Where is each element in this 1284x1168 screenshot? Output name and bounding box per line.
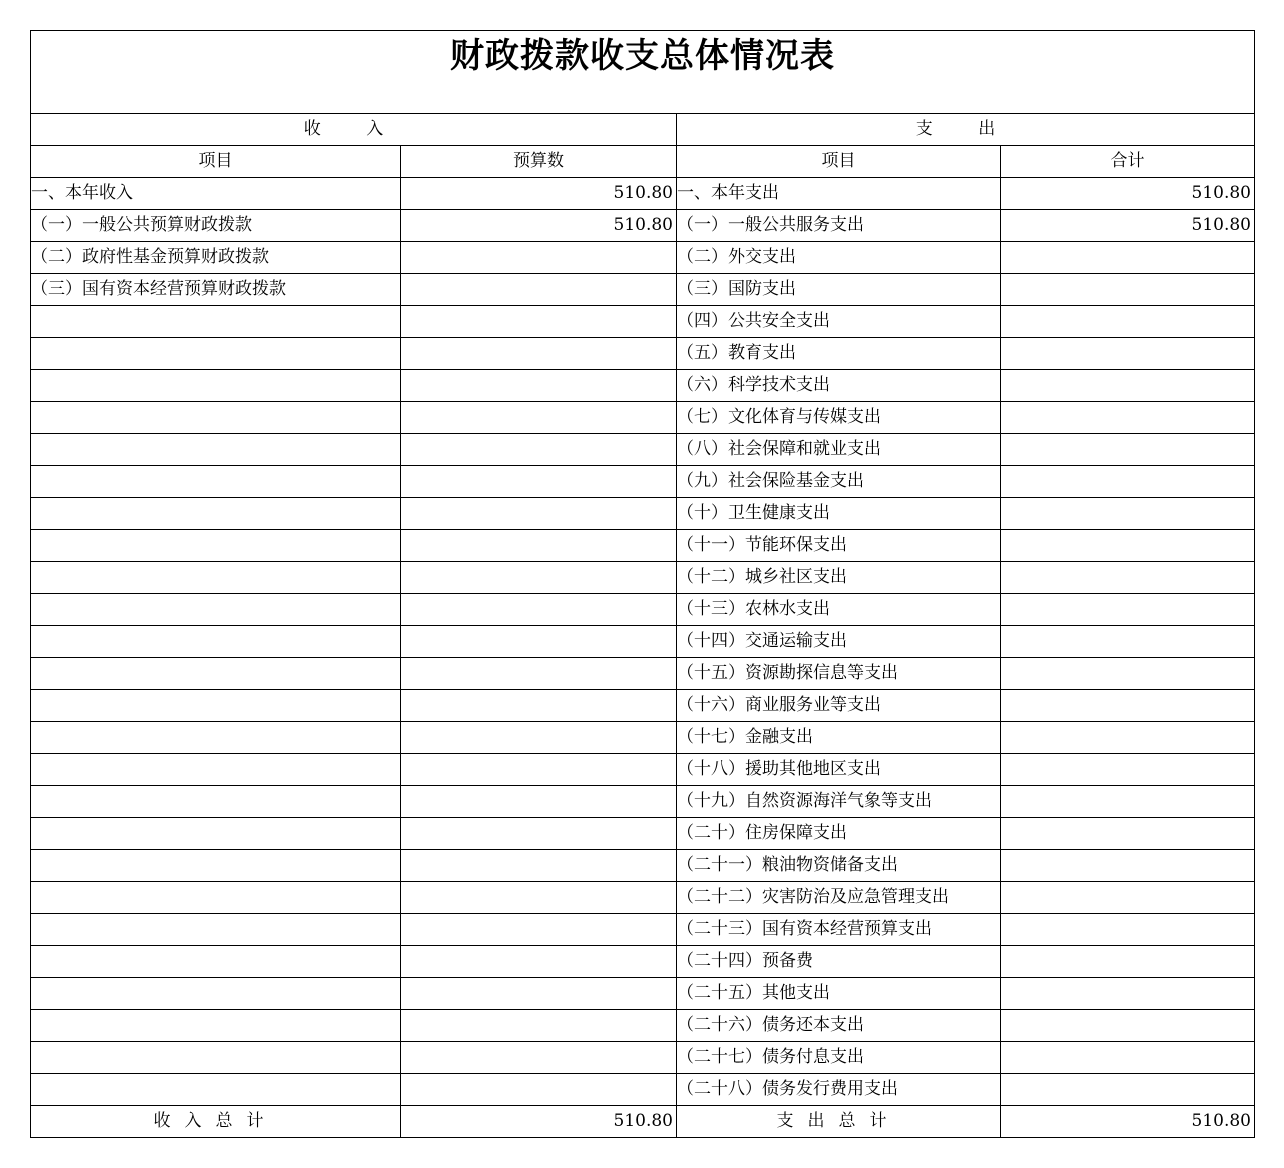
expense-value-cell: 510.80: [1001, 210, 1255, 242]
income-value-cell: [401, 466, 677, 498]
section-row: [31, 114, 1255, 146]
table-row: [31, 818, 1255, 850]
totals-row: [31, 1106, 1255, 1138]
income-value-cell: [401, 946, 677, 978]
income-budget-header: 预算数: [401, 146, 677, 178]
expense-item-cell: （十三）农林水支出: [677, 594, 1001, 626]
expense-value-cell: [1001, 946, 1255, 978]
table-row: [31, 690, 1255, 722]
income-item-cell: [31, 402, 401, 434]
income-value-cell: [401, 626, 677, 658]
expense-item-cell: （二十五）其他支出: [677, 978, 1001, 1010]
table-row: [31, 530, 1255, 562]
expense-item-cell: （二十六）债务还本支出: [677, 1010, 1001, 1042]
expense-value-cell: [1001, 242, 1255, 274]
table-row: [31, 658, 1255, 690]
income-item-cell: [31, 1010, 401, 1042]
expense-value-cell: [1001, 914, 1255, 946]
table-row: [31, 626, 1255, 658]
income-value-cell: [401, 1010, 677, 1042]
income-item-cell: [31, 914, 401, 946]
income-value-cell: [401, 850, 677, 882]
income-value-cell: [401, 242, 677, 274]
expense-item-cell: （二十一）粮油物资储备支出: [677, 850, 1001, 882]
expense-value-cell: [1001, 978, 1255, 1010]
expense-value-cell: [1001, 754, 1255, 786]
table-row: [31, 370, 1255, 402]
table-row: [31, 306, 1255, 338]
expense-item-cell: （八）社会保障和就业支出: [677, 434, 1001, 466]
income-item-cell: [31, 530, 401, 562]
expense-value-cell: [1001, 306, 1255, 338]
expense-item-cell: （二十四）预备费: [677, 946, 1001, 978]
table-row: [31, 978, 1255, 1010]
income-value-cell: [401, 594, 677, 626]
income-item-cell: [31, 658, 401, 690]
expense-item-cell: （二十七）债务付息支出: [677, 1042, 1001, 1074]
expense-item-cell: （六）科学技术支出: [677, 370, 1001, 402]
expense-value-cell: [1001, 498, 1255, 530]
expense-value-cell: [1001, 402, 1255, 434]
expense-value-cell: 510.80: [1001, 178, 1255, 210]
income-value-cell: [401, 306, 677, 338]
expense-item-cell: （十五）资源勘探信息等支出: [677, 658, 1001, 690]
income-item-cell: （三）国有资本经营预算财政拨款: [31, 274, 401, 306]
expense-item-cell: （二十）住房保障支出: [677, 818, 1001, 850]
income-item-cell: [31, 818, 401, 850]
income-item-cell: [31, 626, 401, 658]
table-row: [31, 1042, 1255, 1074]
expense-value-cell: [1001, 370, 1255, 402]
income-value-cell: [401, 498, 677, 530]
table-row: [31, 946, 1255, 978]
income-item-cell: [31, 722, 401, 754]
table-row: [31, 466, 1255, 498]
income-value-cell: [401, 882, 677, 914]
expense-value-cell: [1001, 274, 1255, 306]
income-value-cell: [401, 914, 677, 946]
income-value-cell: [401, 786, 677, 818]
expense-value-cell: [1001, 882, 1255, 914]
income-value-cell: [401, 658, 677, 690]
income-item-cell: [31, 946, 401, 978]
table-row: [31, 1010, 1255, 1042]
expense-item-cell: （十八）援助其他地区支出: [677, 754, 1001, 786]
income-item-cell: [31, 434, 401, 466]
income-value-cell: 510.80: [401, 210, 677, 242]
table-row: [31, 786, 1255, 818]
income-item-cell: [31, 338, 401, 370]
expense-item-cell: （二）外交支出: [677, 242, 1001, 274]
income-value-cell: [401, 754, 677, 786]
expense-section-header: 支 出: [677, 114, 1255, 146]
expense-value-cell: [1001, 434, 1255, 466]
income-total-label: 收入总计: [31, 1106, 401, 1138]
expense-value-cell: [1001, 690, 1255, 722]
income-item-cell: [31, 850, 401, 882]
income-value-cell: [401, 274, 677, 306]
income-value-cell: [401, 690, 677, 722]
income-item-cell: [31, 466, 401, 498]
income-value-cell: [401, 818, 677, 850]
income-item-cell: （二）政府性基金预算财政拨款: [31, 242, 401, 274]
expense-item-cell: （四）公共安全支出: [677, 306, 1001, 338]
expense-value-cell: [1001, 786, 1255, 818]
table-row: [31, 402, 1255, 434]
income-item-cell: （一）一般公共预算财政拨款: [31, 210, 401, 242]
expense-total-header: 合计: [1001, 146, 1255, 178]
table-row: [31, 914, 1255, 946]
expense-item-cell: （二十八）债务发行费用支出: [677, 1074, 1001, 1106]
table-row: [31, 722, 1255, 754]
expense-item-cell: （十七）金融支出: [677, 722, 1001, 754]
expense-value-cell: [1001, 818, 1255, 850]
expense-item-cell: （五）教育支出: [677, 338, 1001, 370]
expense-value-cell: [1001, 1042, 1255, 1074]
table-row: [31, 274, 1255, 306]
table-row: [31, 242, 1255, 274]
expense-value-cell: [1001, 562, 1255, 594]
income-value-cell: [401, 1042, 677, 1074]
income-item-cell: [31, 498, 401, 530]
income-item-cell: [31, 306, 401, 338]
table-row: [31, 338, 1255, 370]
income-item-cell: 一、本年收入: [31, 178, 401, 210]
table-row: [31, 594, 1255, 626]
income-value-cell: [401, 338, 677, 370]
income-item-cell: [31, 370, 401, 402]
income-item-cell: [31, 594, 401, 626]
expense-item-cell: （二十二）灾害防治及应急管理支出: [677, 882, 1001, 914]
expense-value-cell: [1001, 658, 1255, 690]
income-item-cell: [31, 1042, 401, 1074]
income-value-cell: [401, 434, 677, 466]
expense-item-cell: （十二）城乡社区支出: [677, 562, 1001, 594]
table-row: [31, 178, 1255, 210]
expense-value-cell: [1001, 1074, 1255, 1106]
expense-item-cell: 一、本年支出: [677, 178, 1001, 210]
table-row: [31, 562, 1255, 594]
title-row: [31, 31, 1255, 114]
income-item-cell: [31, 562, 401, 594]
title-cell: [31, 31, 1255, 114]
expense-item-cell: （一）一般公共服务支出: [677, 210, 1001, 242]
column-header-row: [31, 146, 1255, 178]
income-item-header: 项目: [31, 146, 401, 178]
income-value-cell: [401, 370, 677, 402]
expense-total-label: 支出总计: [677, 1106, 1001, 1138]
table-row: [31, 1074, 1255, 1106]
income-item-cell: [31, 1074, 401, 1106]
table-row: [31, 434, 1255, 466]
expense-item-cell: （十九）自然资源海洋气象等支出: [677, 786, 1001, 818]
income-item-cell: [31, 690, 401, 722]
expense-item-header: 项目: [677, 146, 1001, 178]
expense-value-cell: [1001, 722, 1255, 754]
income-value-cell: [401, 530, 677, 562]
expense-item-cell: （二十三）国有资本经营预算支出: [677, 914, 1001, 946]
income-value-cell: [401, 562, 677, 594]
expense-total-value: 510.80: [1001, 1106, 1255, 1138]
income-value-cell: [401, 978, 677, 1010]
income-item-cell: [31, 882, 401, 914]
income-total-value: 510.80: [401, 1106, 677, 1138]
expense-item-cell: （七）文化体育与传媒支出: [677, 402, 1001, 434]
expense-item-cell: （九）社会保险基金支出: [677, 466, 1001, 498]
income-value-cell: [401, 1074, 677, 1106]
expense-item-cell: （三）国防支出: [677, 274, 1001, 306]
expense-item-cell: （十）卫生健康支出: [677, 498, 1001, 530]
table-row: [31, 498, 1255, 530]
expense-item-cell: （十一）节能环保支出: [677, 530, 1001, 562]
fiscal-appropriation-table: [30, 30, 1255, 1138]
income-value-cell: [401, 402, 677, 434]
table-row: [31, 210, 1255, 242]
income-item-cell: [31, 786, 401, 818]
expense-value-cell: [1001, 466, 1255, 498]
expense-value-cell: [1001, 626, 1255, 658]
expense-item-cell: （十四）交通运输支出: [677, 626, 1001, 658]
income-value-cell: [401, 722, 677, 754]
expense-value-cell: [1001, 850, 1255, 882]
table-title: 财政拨款收支总体情况表: [450, 36, 835, 76]
income-value-cell: 510.80: [401, 178, 677, 210]
table-row: [31, 850, 1255, 882]
expense-value-cell: [1001, 594, 1255, 626]
table-row: [31, 754, 1255, 786]
expense-value-cell: [1001, 1010, 1255, 1042]
income-section-header: 收 入: [31, 114, 677, 146]
expense-value-cell: [1001, 530, 1255, 562]
income-item-cell: [31, 978, 401, 1010]
table-row: [31, 882, 1255, 914]
expense-value-cell: [1001, 338, 1255, 370]
expense-item-cell: （十六）商业服务业等支出: [677, 690, 1001, 722]
income-item-cell: [31, 754, 401, 786]
